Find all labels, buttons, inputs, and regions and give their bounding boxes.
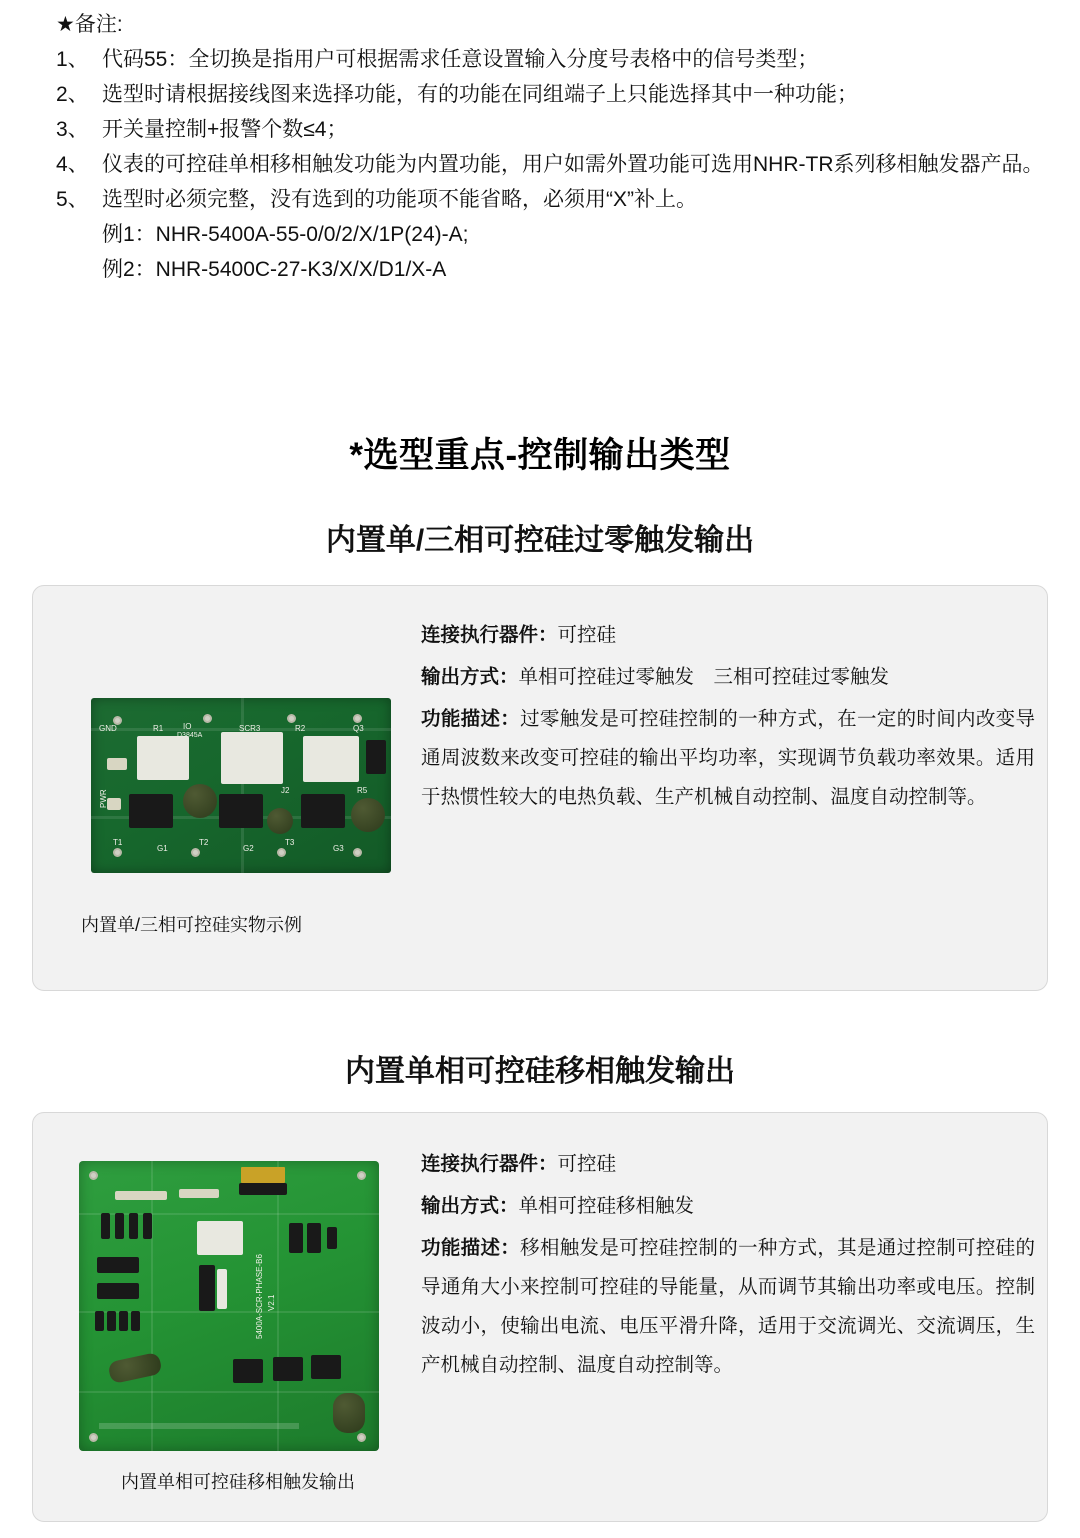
silk-part: D3845A — [177, 732, 203, 739]
note-text: 仪表的可控硅单相移相触发功能为内置功能，用户如需外置功能可选用NHR-TR系列移相触发器产品。 — [102, 153, 1044, 176]
note-example-1: 例1：NHR-5400A-55-0/0/2/X/1P(24)-A; — [102, 223, 469, 246]
device-value: 可控硅 — [557, 1153, 617, 1175]
section-2-device-row — [421, 1145, 1021, 1184]
silk-g1: G1 — [157, 844, 168, 853]
section-2-heading: 内置单相可控硅移相触发输出 — [345, 1055, 735, 1088]
page-title: *选型重点-控制输出类型 — [349, 436, 731, 475]
silk-r2: R2 — [295, 724, 306, 733]
note-item — [56, 147, 1046, 182]
note-item — [56, 112, 1046, 147]
notes-title: ★备注: — [56, 13, 123, 36]
silk-scr3: SCR3 — [239, 724, 261, 733]
note-text: 开关量控制+报警个数≤4； — [102, 118, 348, 141]
silk-t1: T1 — [113, 838, 123, 847]
note-number: 2、 — [56, 83, 89, 106]
output-value: 单相可控硅过零触发 三相可控硅过零触发 — [518, 666, 890, 688]
section-1-heading: 内置单/三相可控硅过零触发输出 — [325, 524, 755, 557]
desc-value: 移相触发是可控硅控制的一种方式，其是通过控制可控硅的导通角大小来控制可控硅的导能量，从而调节其输出功率或电压。控制波动小，使输出电流、电压平滑升降，适用于交流调光、交流调压，生产机械自动控制、温度自动控制等。 — [421, 1237, 1035, 1376]
desc-label: 功能描述： — [421, 1237, 521, 1259]
section-2-caption: 内置单相可控硅移相触发输出 — [121, 1472, 355, 1492]
note-number: 1、 — [56, 48, 89, 71]
silk-r1: R1 — [153, 724, 164, 733]
section-1-caption: 内置单/三相可控硅实物示例 — [81, 915, 302, 935]
note-text: 代码55：全切换是指用户可根据需求任意设置输入分度号表格中的信号类型； — [102, 48, 819, 71]
silk-r5: R5 — [357, 786, 368, 795]
note-item — [56, 42, 1046, 77]
note-text: 选型时必须完整，没有选到的功能项不能省略，必须用“X”补上。 — [102, 188, 697, 211]
section-2-desc-row — [421, 1229, 1035, 1385]
silk-io: IO — [183, 722, 192, 731]
section-2-panel — [32, 1112, 1048, 1522]
silk-g3: G3 — [333, 844, 344, 853]
note-example-2: 例2：NHR-5400C-27-K3/X/X/D1/X-A — [102, 258, 447, 281]
note-number: 5、 — [56, 188, 89, 211]
silk-gnd: GND — [99, 724, 117, 733]
section-1-panel — [32, 585, 1048, 991]
output-label: 输出方式： — [421, 1195, 519, 1217]
note-item — [56, 182, 1046, 217]
silk-rev: V2.1 — [267, 1294, 276, 1311]
note-text: 选型时请根据接线图来选择功能，有的功能在同组端子上只能选择其中一种功能； — [102, 83, 858, 106]
note-item — [56, 77, 1046, 112]
section-1-desc-row — [421, 700, 1035, 817]
silk-g2: G2 — [243, 844, 254, 853]
desc-value: 过零触发是可控硅控制的一种方式，在一定的时间内改变导通周波数来改变可控硅的输出平均功率，实现调节负载功率效果。适用于热惯性较大的电热负载、生产机械自动控制、温度自动控制等。 — [421, 708, 1035, 808]
silk-j2: J2 — [281, 786, 290, 795]
silk-t3: T3 — [285, 838, 295, 847]
notes-block — [56, 8, 1046, 287]
device-label: 连接执行器件： — [421, 624, 558, 646]
section-1-device-row — [421, 616, 1021, 655]
section-2-output-row — [421, 1187, 1021, 1226]
output-label: 输出方式： — [421, 666, 519, 688]
note-number: 4、 — [56, 153, 89, 176]
pcb-photo-phase-shift — [79, 1161, 379, 1451]
output-value: 单相可控硅移相触发 — [518, 1195, 695, 1217]
note-number: 3、 — [56, 118, 89, 141]
device-value: 可控硅 — [557, 624, 617, 646]
silk-q3: Q3 — [353, 724, 364, 733]
desc-label: 功能描述： — [421, 708, 521, 730]
device-label: 连接执行器件： — [421, 1153, 558, 1175]
silk-model: 5400A-SCR-PHASE-B6 — [255, 1254, 264, 1339]
section-1-output-row — [421, 658, 1041, 697]
pcb-photo-zero-cross: GND R1 IO D3845A SCR3 R2 Q3 J2 R5 T1 G1 T2 G2 T3 G3 PWR — [91, 698, 391, 873]
silk-t2: T2 — [199, 838, 209, 847]
